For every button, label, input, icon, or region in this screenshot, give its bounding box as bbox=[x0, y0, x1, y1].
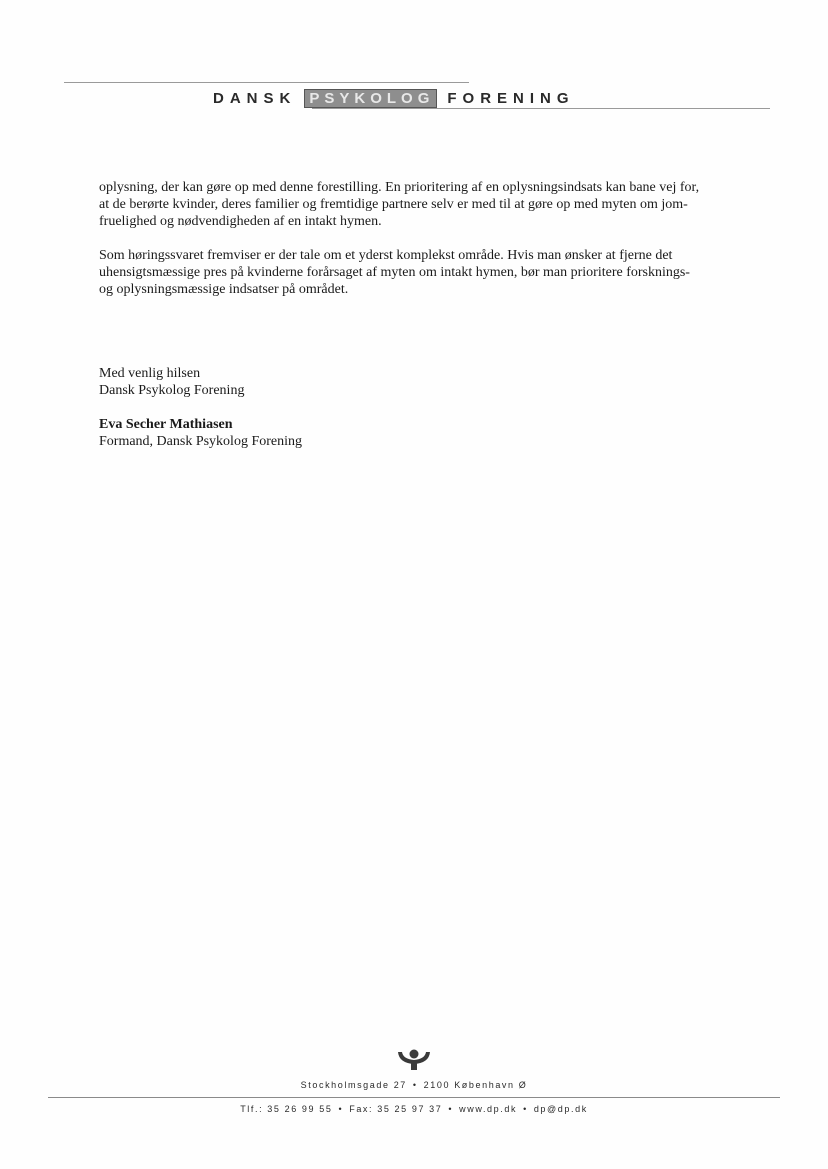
logo-word-dansk: DANSK bbox=[213, 89, 297, 107]
closing-greeting: Med venlig hilsen bbox=[99, 366, 201, 381]
signer-name: Eva Secher Mathiasen bbox=[99, 417, 233, 432]
body-paragraph-2 bbox=[99, 247, 729, 298]
paragraph-1-line-3: fruelighed og nødvendigheden af en intakt hymen. bbox=[99, 214, 382, 229]
footer-bullet: • bbox=[523, 1104, 528, 1114]
footer-rule bbox=[48, 1097, 780, 1098]
paragraph-2-line-3: og oplysningsmæssige indsatser på området. bbox=[99, 282, 349, 297]
logo-word-psykolog: PSYKOLOG bbox=[304, 89, 437, 108]
logo-word-forening: FORENING bbox=[447, 89, 575, 107]
footer-contact bbox=[0, 1104, 828, 1114]
letter-closing bbox=[99, 365, 302, 467]
footer-address bbox=[0, 1080, 828, 1090]
paragraph-2-line-1: Som høringssvaret fremviser er der tale om et yderst komplekst område. Hvis man ønsker at fjerne det bbox=[99, 248, 673, 263]
closing-org: Dansk Psykolog Forening bbox=[99, 383, 245, 398]
paragraph-2-line-2: uhensigtsmæssige pres på kvinderne forårsaget af myten om intakt hymen, bør man prioritere forsknings- bbox=[99, 265, 690, 280]
footer-fax: Fax: 35 25 97 37 bbox=[349, 1104, 443, 1114]
letterhead-logo bbox=[213, 87, 575, 109]
header-rule-top bbox=[64, 82, 469, 83]
header-rule-bottom bbox=[312, 108, 770, 109]
footer-city: 2100 København Ø bbox=[423, 1080, 528, 1090]
footer-street: Stockholmsgade 27 bbox=[300, 1080, 407, 1090]
body-paragraph-1 bbox=[99, 179, 729, 230]
footer-web-link[interactable]: www.dp.dk bbox=[459, 1104, 518, 1114]
footer-bullet: • bbox=[338, 1104, 344, 1114]
footer-bullet: • bbox=[412, 1080, 418, 1090]
signer-title: Formand, Dansk Psykolog Forening bbox=[99, 434, 302, 449]
paragraph-1-line-2: at de berørte kvinder, deres familier og fremtidige partnere selv er med til at gøre op med myten om jom- bbox=[99, 197, 688, 212]
letter-body bbox=[99, 179, 729, 315]
footer-email-link[interactable]: dp@dp.dk bbox=[533, 1104, 588, 1114]
signature-block bbox=[99, 416, 302, 450]
footer-bullet: • bbox=[448, 1104, 454, 1114]
footer-phone: Tlf.: 35 26 99 55 bbox=[240, 1104, 333, 1114]
psychology-symbol-icon bbox=[396, 1047, 432, 1071]
paragraph-1-line-1: oplysning, der kan gøre op med denne forestilling. En prioritering af en oplysningsindsats kan bane vej for, bbox=[99, 180, 700, 195]
closing-block bbox=[99, 365, 302, 399]
